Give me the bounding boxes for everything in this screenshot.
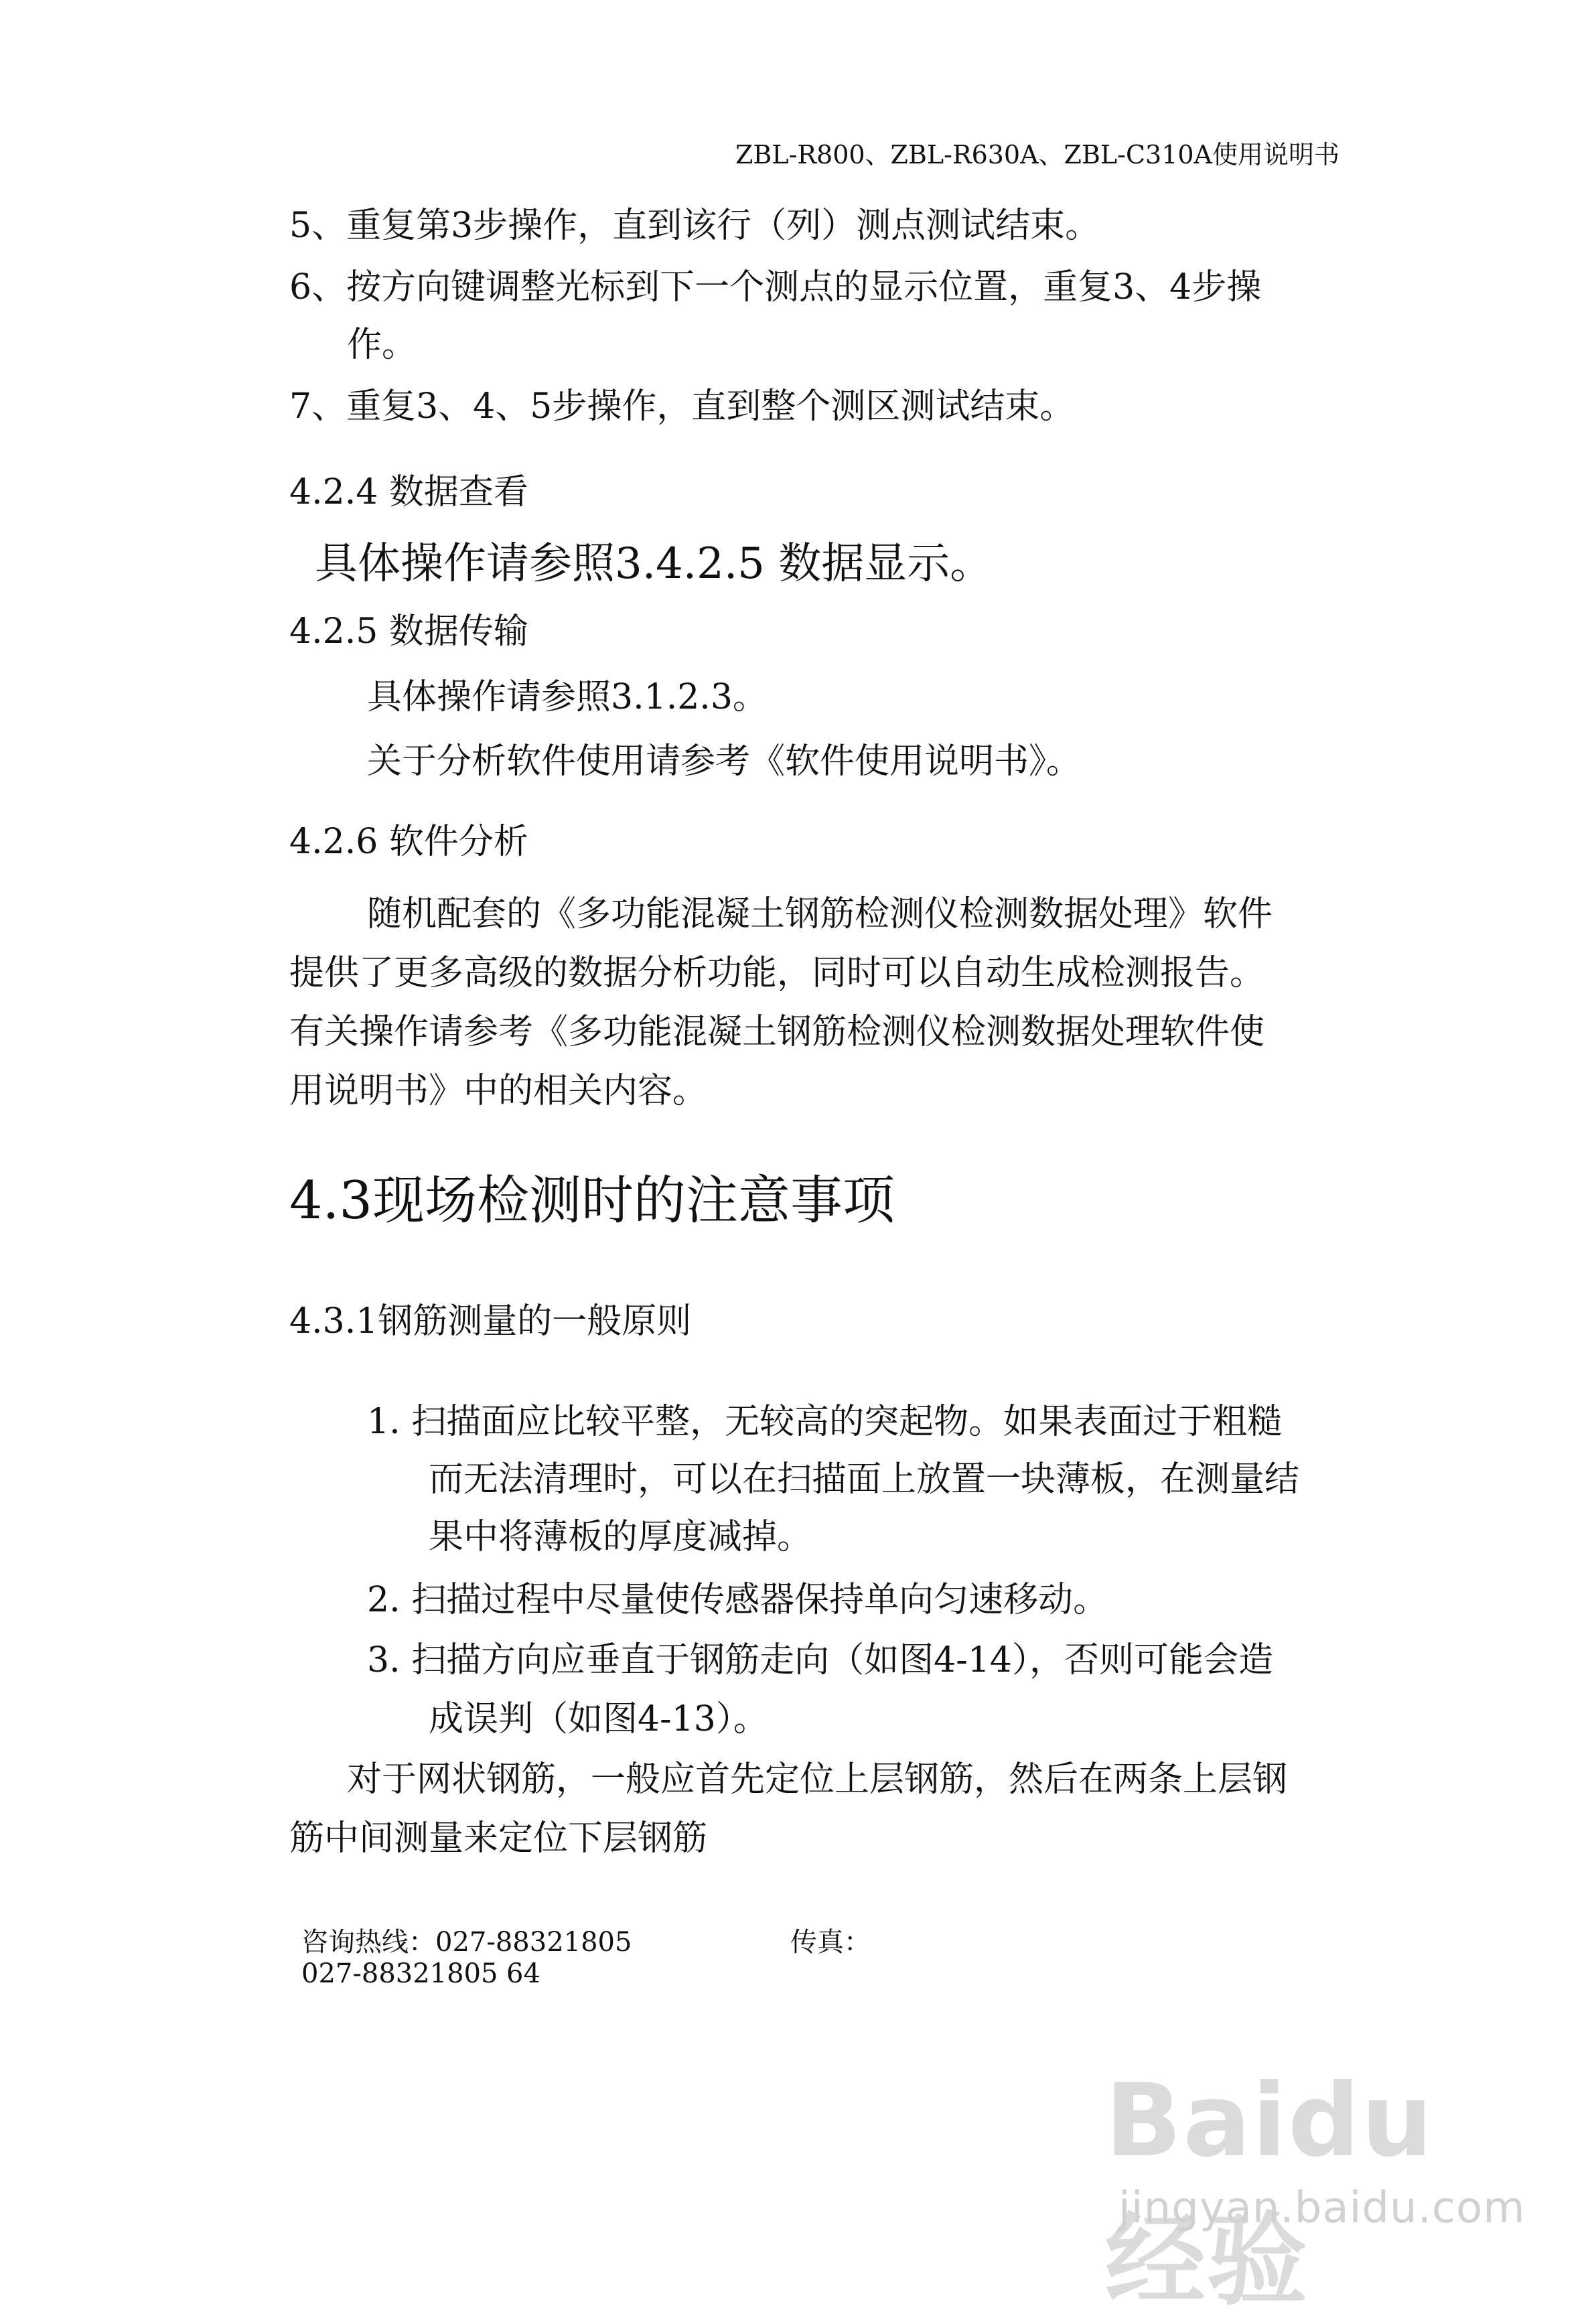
- item-1-line1: 1. 扫描面应比较平整，无较高的突起物。如果表面过于粗糙: [367, 1402, 1283, 1442]
- para-line2: 筋中间测量来定位下层钢筋: [289, 1818, 708, 1859]
- section-426-line2: 提供了更多高级的数据分析功能，同时可以自动生成检测报告。: [289, 953, 1265, 993]
- item-1-line2: 而无法清理时，可以在扫描面上放置一块薄板，在测量结: [429, 1459, 1300, 1500]
- para-line1: 对于网状钢筋，一般应首先定位上层钢筋，然后在两条上层钢: [347, 1759, 1288, 1800]
- footer-page-number: 64: [506, 1958, 540, 1989]
- section-425-line1: 具体操作请参照3.1.2.3。: [367, 677, 768, 717]
- section-424-text: 具体操作请参照3.4.2.5 数据显示。: [315, 539, 993, 589]
- item-2: 2. 扫描过程中尽量使传感器保持单向匀速移动。: [367, 1580, 1108, 1620]
- step-6-line2: 作。: [347, 325, 417, 365]
- section-426-line4: 用说明书》中的相关内容。: [289, 1071, 708, 1111]
- section-425-heading: 4.2.5 数据传输: [289, 611, 528, 652]
- watermark-logo: Baidu经验: [1105, 2063, 1435, 2319]
- footer-fax-number: 027-88321805: [301, 1958, 498, 1989]
- watermark-url: jingyan.baidu.com: [1118, 2183, 1526, 2233]
- item-3-line1: 3. 扫描方向应垂直于钢筋走向（如图4-14），否则可能会造: [367, 1640, 1273, 1680]
- item-3-line2: 成误判（如图4-13）。: [429, 1699, 768, 1739]
- section-425-line2: 关于分析软件使用请参考《软件使用说明书》。: [367, 741, 1082, 782]
- footer-fax-label: 传真：: [790, 1927, 871, 1958]
- section-424-heading: 4.2.4 数据查看: [289, 472, 528, 512]
- section-426-line3: 有关操作请参考《多功能混凝土钢筋检测仪检测数据处理软件使: [289, 1012, 1265, 1052]
- item-1-line3: 果中将薄板的厚度减掉。: [429, 1517, 812, 1557]
- step-5: 5、重复第3步操作，直到该行（列）测点测试结束。: [289, 206, 1100, 246]
- section-426-heading: 4.2.6 软件分析: [289, 822, 528, 862]
- header-title: ZBL-R800、ZBL-R630A、ZBL-C310A使用说明书: [735, 140, 1339, 169]
- footer-hotline: 咨询热线：027-88321805: [301, 1927, 632, 1958]
- section-426-line1: 随机配套的《多功能混凝土钢筋检测仪检测数据处理》软件: [367, 894, 1273, 934]
- section-431-heading: 4.3.1钢筋测量的一般原则: [289, 1301, 692, 1341]
- step-7: 7、重复3、4、5步操作，直到整个测区测试结束。: [289, 386, 1075, 427]
- section-43-heading: 4.3现场检测时的注意事项: [289, 1171, 895, 1231]
- baidu-watermark: [1092, 2049, 1526, 2319]
- step-6-line1: 6、按方向键调整光标到下一个测点的显示位置，重复3、4步操: [289, 267, 1262, 307]
